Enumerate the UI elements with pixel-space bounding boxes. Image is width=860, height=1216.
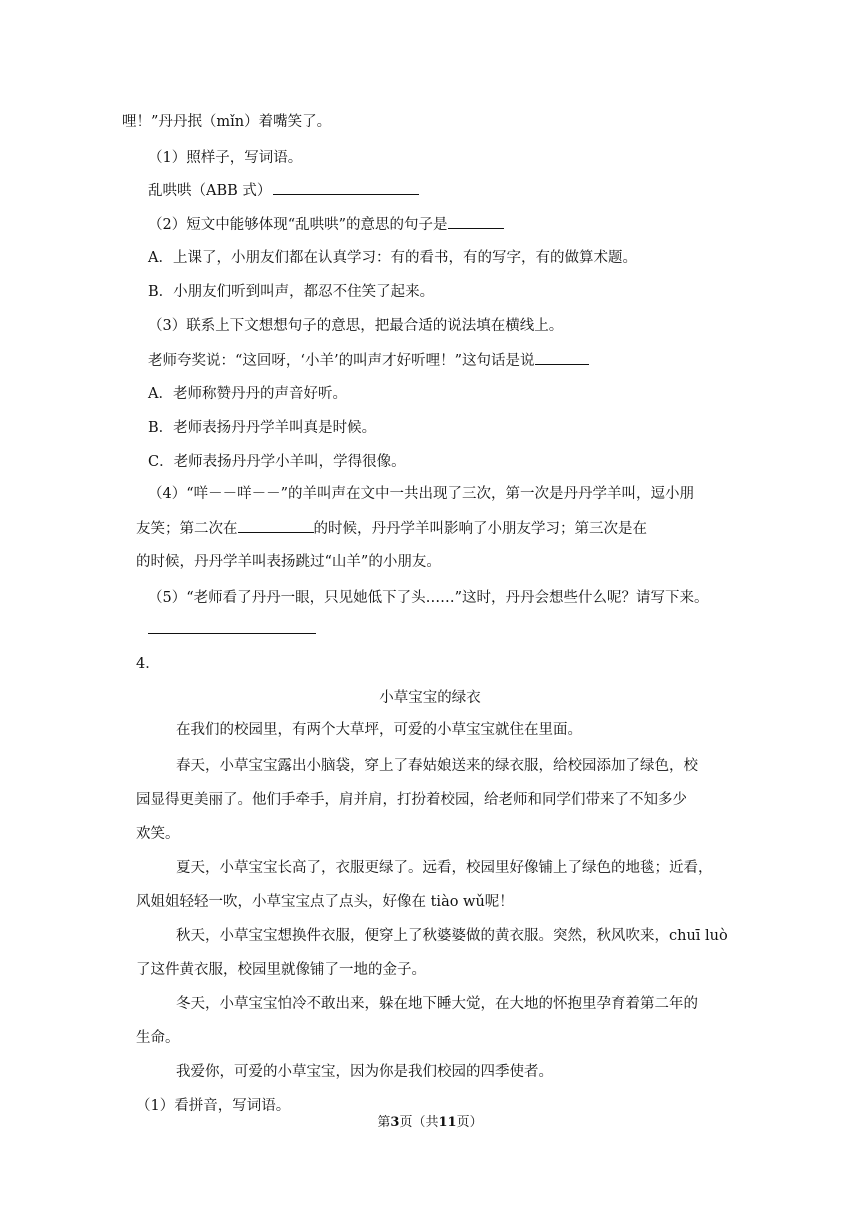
q3-sub4-line1: （4）“咩－－咩－－”的羊叫声在文中一共出现了三次，第一次是丹丹学羊叫，逗小朋 — [148, 486, 695, 502]
q4-paragraph-5-line1: 冬天，小草宝宝怕冷不敢出来，躲在地下睡大觉，在大地的怀抱里孕育着第二年的 — [176, 996, 698, 1012]
q3-sub1-title: （1）照样子，写词语。 — [148, 150, 303, 166]
q4-paragraph-4-line1: 秋天，小草宝宝想换件衣服，便穿上了秋婆婆做的黄衣服。突然，秋风吹来，chuī luò — [176, 928, 728, 944]
q4-number: 4． — [136, 656, 160, 672]
q3-sub4-line2-start: 友笑；第二次在 — [136, 521, 238, 537]
q4-paragraph-2-line3: 欢笑。 — [136, 826, 180, 842]
footer-prefix: 第 — [377, 1115, 391, 1130]
answer-blank-1[interactable] — [273, 180, 419, 195]
total-page-count: 11 — [438, 1115, 457, 1130]
footer-middle: 页（共 — [399, 1115, 439, 1130]
q3-sub3-option-b: B．老师表扬丹丹学羊叫真是时候。 — [148, 420, 377, 436]
q3-sub5-title: （5）“老师看了丹丹一眼，只见她低下了头……”这时，丹丹会想些什么呢？请写下来。 — [148, 590, 709, 606]
q4-paragraph-3-line2: 风姐姐轻轻一吹，小草宝宝点了点头，好像在 tiào wǔ呢！ — [136, 894, 514, 910]
q4-sub1-title: （1）看拼音，写词语。 — [136, 1098, 291, 1114]
q4-paragraph-6: 我爱你，可爱的小草宝宝，因为你是我们校园的四季使者。 — [176, 1064, 553, 1080]
page-footer — [0, 1113, 860, 1133]
q4-paragraph-4-line2: 了这件黄衣服，校园里就像铺了一地的金子。 — [136, 962, 426, 978]
q4-paragraph-2-line1: 春天，小草宝宝露出小脑袋，穿上了春姑娘送来的绿衣服，给校园添加了绿色，校 — [176, 758, 698, 774]
answer-blank-3[interactable] — [535, 350, 589, 365]
q3-sub3-quote: 老师夸奖说：“这回呀，‘小羊’的叫声才好听哩！”这句话是说 — [148, 353, 535, 369]
q3-sub4-line2-end: 的时候，丹丹学羊叫影响了小朋友学习；第三次是在 — [313, 521, 647, 537]
answer-blank-2[interactable] — [448, 214, 504, 229]
q3-sub3-title: （3）联系上下文想想句子的意思，把最合适的说法填在横线上。 — [148, 318, 564, 334]
q3-sub2-row — [148, 214, 504, 235]
answer-line-5[interactable] — [148, 633, 316, 634]
q3-sub1-row — [148, 180, 419, 201]
footer-suffix: 页） — [456, 1115, 483, 1130]
current-page-number: 3 — [390, 1115, 400, 1130]
q4-paragraph-3-line1: 夏天，小草宝宝长高了，衣服更绿了。远看，校园里好像铺上了绿色的地毯；近看， — [176, 860, 713, 876]
q4-passage-title: 小草宝宝的绿衣 — [379, 690, 481, 706]
q3-sub3-option-c: C．老师表扬丹丹学小羊叫，学得很像。 — [148, 454, 406, 470]
q3-sub1-word: 乱哄哄（ABB 式） — [148, 183, 272, 199]
q3-sub2-option-a: A．上课了，小朋友们都在认真学习：有的看书，有的写字，有的做算术题。 — [148, 250, 637, 266]
answer-blank-4[interactable] — [238, 518, 314, 533]
q3-sub4-line2 — [136, 518, 647, 539]
q4-paragraph-5-line2: 生命。 — [136, 1030, 180, 1046]
q3-sub2-title: （2）短文中能够体现“乱哄哄”的意思的句子是 — [148, 217, 448, 233]
q3-sub2-option-b: B．小朋友们听到叫声，都忍不住笑了起来。 — [148, 284, 435, 300]
q3-sub4-line3: 的时候，丹丹学羊叫表扬跳过“山羊”的小朋友。 — [136, 554, 441, 570]
q3-sub3-option-a: A．老师称赞丹丹的声音好听。 — [148, 386, 347, 402]
q4-paragraph-1: 在我们的校园里，有两个大草坪，可爱的小草宝宝就住在里面。 — [176, 722, 582, 738]
q3-intro-tail: 哩！”丹丹抿（mǐn）着嘴笑了。 — [122, 114, 332, 130]
q3-sub3-row — [148, 350, 589, 371]
q4-paragraph-2-line2: 园显得更美丽了。他们手牵手，肩并肩，打扮着校园，给老师和同学们带来了不知多少 — [136, 792, 687, 808]
